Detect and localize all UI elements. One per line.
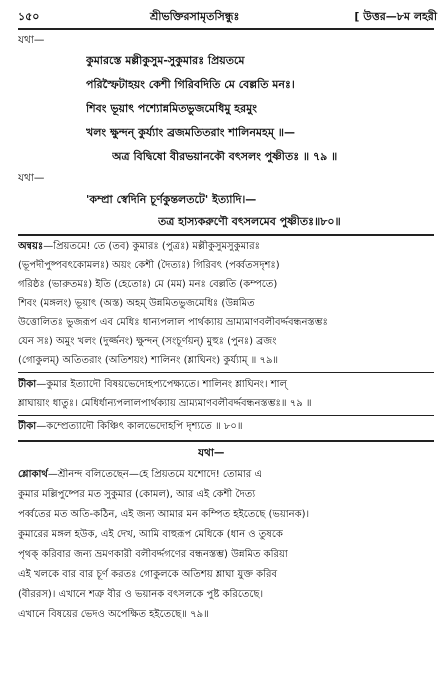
section-label: [ উত্তর—৮ম লহরী	[354, 10, 437, 23]
verse-line-3: শিবং ভূয়াৎ পশ্যোন্নমিতভুজমেধিমু হরমুং	[86, 102, 257, 115]
verse-line-1: কুমারস্তে মল্লীকুসুম-সুকুমারঃ প্রিয়তমে	[86, 54, 245, 67]
section-rule-4	[18, 440, 434, 442]
tika2-label: টীকা	[18, 421, 37, 432]
anvaya-line-2: (ভূপদীপুষ্পবৎকোমলঃ) অয়ং কেশী (দৈত্যঃ) গিরিবৎ (পর্ব্বতসদৃশঃ)	[18, 260, 280, 271]
translation-line-6: এই খলকে বার বার চূর্ণ করতঃ গোকুলকে অতিশয় শ্লাঘা যুক্ত করিব	[18, 569, 278, 580]
section-rule-3	[18, 415, 434, 416]
translation-label: শ্লোকার্থ	[18, 469, 48, 480]
verse-line-4: খলং ক্ষুন্দন্ কুর্য্যাং ব্রজমতিতরাং শালিনমহম্ ॥—	[86, 126, 295, 139]
verse-caption-2: তত্র হাস্যকরুণৌ বৎসলমেব পুষ্ণীতঃ॥৮০॥	[158, 215, 341, 228]
anvaya-label: অন্বয়ঃ	[18, 241, 44, 252]
translation-line-7: (বীররস)। এখানে শত্রু বীর ও ভয়ানক বৎসলকে পুষ্ট করিতেছে।	[18, 589, 264, 600]
page-number: ১৫০	[18, 10, 40, 23]
translation-line-5: পৃথক্ করিবার জন্য ভ্রমণকারী বলীবর্দ্দগণের বন্ধনস্তম্ভ) উন্নমিত করিয়া	[18, 549, 288, 560]
anvaya-line-1: অন্বয়ঃ—প্রিয়তমে! তে (তব) কুমারঃ (পুত্রঃ) মল্লীকুসুমসুকুমারঃ	[18, 241, 260, 252]
tika1-line-2: শ্লাঘায়াং ধাতুঃ। মেধির্ধান্যপলালপার্থক্যায় ভ্রাম্যমাণবলীবর্দ্দবন্ধনস্তম্ভঃ॥ ৭৯ ॥	[18, 398, 312, 409]
verse-caption-1: অত্র বিদ্বিষো বীরভয়ানকৌ বৎসলং পুষ্ণীতঃ ॥ ৭৯ ॥	[112, 150, 338, 163]
tika2-line: টীকা—কম্প্রেত্যাদৌ কিঞ্চিৎ কালভেদোহপি দৃশ্যতে ॥ ৮০॥	[18, 421, 243, 432]
anvaya-line-3: গরিষ্ঠঃ (ভারুতমঃ) ইতি (হেতোঃ) মে (মম) মনঃ বেল্লতি (কম্পতে)	[18, 279, 278, 290]
page-header	[18, 8, 437, 26]
translation-line-3: পর্ব্বতের মত অতি-কঠিন, এই জন্য আমার মন কম্পিত হইতেছে (ভয়ানক)।	[18, 509, 310, 520]
translation-heading: যথা—	[198, 447, 225, 459]
section-rule-2	[18, 372, 434, 373]
anvaya-line-5: উত্তোলিতঃ ভুজরূপ এব মেধিঃ ধান্যপলাল পার্থক্যায় ভ্রাম্যমাণবলীবর্দ্দবন্ধনস্তম্ভঃ	[18, 317, 328, 328]
translation-line-2: কুমার মল্লিপুষ্পের মত সুকুমার (কোমল), আর এই কেশী দৈত্য	[18, 489, 256, 500]
section-rule-1	[18, 234, 434, 236]
translation-line-1: শ্লোকার্থ—শ্রীনন্দ বলিতেছেন—হে প্রিয়তমে যশোদে! তোমার এ	[18, 469, 263, 480]
tika1-label: টীকা	[18, 379, 37, 390]
book-title: শ্রীভক্তিরসামৃতসিন্ধুঃ	[150, 10, 240, 23]
anvaya-line-7: (গোকুলম্) অতিতরাং (অতিশয়ং) শালিনং (শ্লাঘিনং) কুর্য্যাম্ ॥ ৭৯॥	[18, 355, 279, 366]
example1-label: যথা—	[18, 34, 45, 46]
header-rule	[18, 28, 434, 30]
anvaya-line-4: শিবং (মঙ্গলং) ভূয়াৎ (অস্ত) অহম্ উন্নমিতভুজমেধিঃ (উন্নমিত	[18, 298, 255, 309]
example2-label: যথা—	[18, 172, 45, 184]
verse-line-2: পরিস্ফৈটাহয়ং কেশী গিরিবদিতি মে বেল্লতি মনঃ।	[86, 78, 295, 91]
translation-line-8: এখানে বিষয়ের ভেদও অপেক্ষিত হইতেছে॥ ৭৯॥	[18, 609, 209, 620]
verse-line-5: 'কম্প্রা স্বেদিনি চূর্ণকুন্তলতটে' ইত্যাদি।—	[86, 193, 257, 206]
anvaya-line-6: যেন সঃ) অমুং খলং (দুর্জ্জনং) ক্ষুন্দন্ (সংচূর্ণয়ন্) মুহুঃ (পুনঃ) ব্রজং	[18, 336, 277, 347]
translation-line-4: কুমারের মঙ্গল হউক, এই দেখ, আমি বাহুরূপ মেধিকে (ধান ও তুষকে	[18, 529, 283, 540]
tika1-line-1: টীকা—কুমার ইত্যাদৌ বিষয়ভেদোহপ্যপেক্ষ্যতে। শালিনং শ্লাঘিনং। শাল্	[18, 379, 288, 390]
